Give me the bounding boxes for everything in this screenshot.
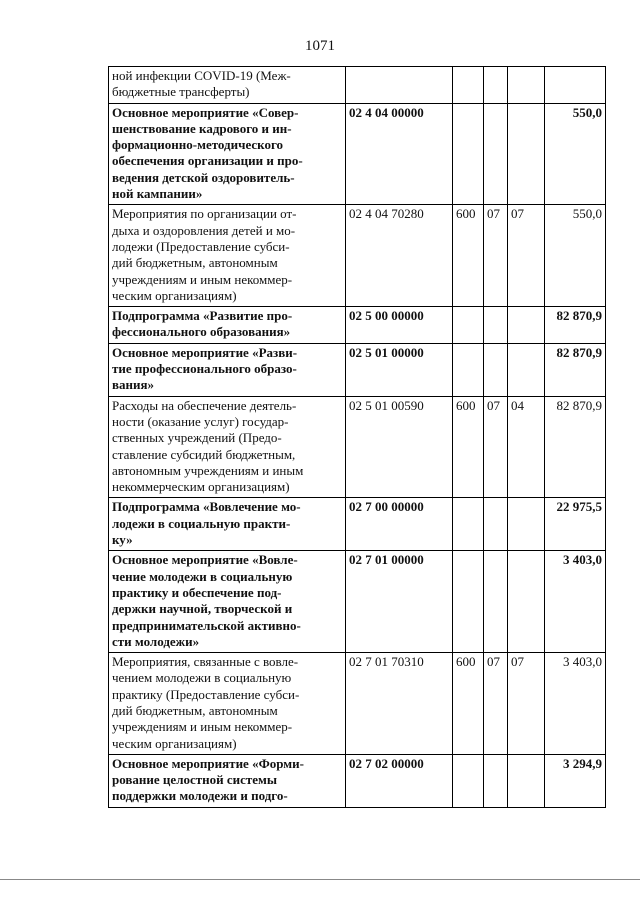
- row-amount-cell: 82 870,9: [545, 343, 606, 396]
- row-amount-cell: 82 870,9: [545, 307, 606, 344]
- row-section-cell: [484, 67, 508, 104]
- table-row: [109, 754, 606, 807]
- budget-table: [108, 66, 606, 808]
- table-row: [109, 205, 606, 307]
- row-section-cell: [484, 498, 508, 551]
- page-number: 1071: [305, 38, 335, 54]
- table-row: [109, 653, 606, 755]
- row-amount-cell: 22 975,5: [545, 498, 606, 551]
- row-subsection-cell: [508, 307, 545, 344]
- row-section-cell: 07: [484, 653, 508, 755]
- row-code-cell: [346, 67, 453, 104]
- table-row: [109, 551, 606, 653]
- row-subsection-cell: 04: [508, 396, 545, 498]
- row-expense-type-cell: [453, 343, 484, 396]
- row-name-cell: ной инфекции COVID-19 (Меж- бюджетные трансферты): [109, 67, 346, 104]
- row-expense-type-cell: [453, 67, 484, 104]
- row-expense-type-cell: [453, 551, 484, 653]
- table-row: [109, 343, 606, 396]
- row-expense-type-cell: [453, 307, 484, 344]
- row-code-cell: 02 7 01 00000: [346, 551, 453, 653]
- row-section-cell: [484, 307, 508, 344]
- row-name-cell: Основное мероприятие «Форми- рование целостной системы поддержки молодежи и подго-: [109, 754, 346, 807]
- row-code-cell: 02 7 01 70310: [346, 653, 453, 755]
- row-amount-cell: 3 403,0: [545, 551, 606, 653]
- row-subsection-cell: [508, 103, 545, 205]
- table-row: [109, 498, 606, 551]
- row-code-cell: 02 4 04 70280: [346, 205, 453, 307]
- row-section-cell: [484, 551, 508, 653]
- row-expense-type-cell: 600: [453, 396, 484, 498]
- row-name-cell: Мероприятия, связанные с вовле- чением молодежи в социальную практику (Предоставление субси- дий бюджетным, автономным учреждениям и иным некоммер- ческим организациям): [109, 653, 346, 755]
- row-expense-type-cell: [453, 498, 484, 551]
- table-row: [109, 307, 606, 344]
- table-row: [109, 67, 606, 104]
- row-section-cell: [484, 754, 508, 807]
- row-amount-cell: 3 403,0: [545, 653, 606, 755]
- row-section-cell: [484, 103, 508, 205]
- row-expense-type-cell: [453, 103, 484, 205]
- row-subsection-cell: 07: [508, 205, 545, 307]
- row-name-cell: Мероприятия по организации от- дыха и оздоровления детей и мо- лодежи (Предоставление субси- дий бюджетным, автономным учреждениям и иным некоммер- ческим организациям): [109, 205, 346, 307]
- row-section-cell: 07: [484, 205, 508, 307]
- row-code-cell: 02 7 00 00000: [346, 498, 453, 551]
- row-name-cell: Основное мероприятие «Вовле- чение молодежи в социальную практику и обеспечение под- держки научной, творческой и предпринимательской активно- сти молодежи»: [109, 551, 346, 653]
- row-subsection-cell: [508, 551, 545, 653]
- row-code-cell: 02 5 01 00590: [346, 396, 453, 498]
- row-expense-type-cell: 600: [453, 205, 484, 307]
- row-subsection-cell: [508, 754, 545, 807]
- row-expense-type-cell: [453, 754, 484, 807]
- row-code-cell: 02 5 00 00000: [346, 307, 453, 344]
- row-name-cell: Основное мероприятие «Совер- шенствование кадрового и ин- формационно-методического обеспечения организации и про- ведения детской оздоровитель- ной кампании»: [109, 103, 346, 205]
- row-amount-cell: 550,0: [545, 103, 606, 205]
- row-name-cell: Основное мероприятие «Разви- тие профессионального образо- вания»: [109, 343, 346, 396]
- table-row: [109, 103, 606, 205]
- row-amount-cell: [545, 67, 606, 104]
- budget-table-body: [109, 67, 606, 808]
- row-section-cell: [484, 343, 508, 396]
- row-code-cell: 02 4 04 00000: [346, 103, 453, 205]
- row-amount-cell: 82 870,9: [545, 396, 606, 498]
- row-code-cell: 02 5 01 00000: [346, 343, 453, 396]
- row-name-cell: Подпрограмма «Развитие про- фессионального образования»: [109, 307, 346, 344]
- row-name-cell: Подпрограмма «Вовлечение мо- лодежи в социальную практи- ку»: [109, 498, 346, 551]
- row-code-cell: 02 7 02 00000: [346, 754, 453, 807]
- table-row: [109, 396, 606, 498]
- row-subsection-cell: [508, 498, 545, 551]
- row-subsection-cell: 07: [508, 653, 545, 755]
- row-amount-cell: 550,0: [545, 205, 606, 307]
- row-section-cell: 07: [484, 396, 508, 498]
- row-name-cell: Расходы на обеспечение деятель- ности (оказание услуг) государ- ственных учреждений (Предо- ставление субсидий бюджетным, автономным учреждениям и иным некоммерческим организациям): [109, 396, 346, 498]
- row-subsection-cell: [508, 343, 545, 396]
- row-amount-cell: 3 294,9: [545, 754, 606, 807]
- row-subsection-cell: [508, 67, 545, 104]
- row-expense-type-cell: 600: [453, 653, 484, 755]
- bottom-divider: [0, 879, 640, 880]
